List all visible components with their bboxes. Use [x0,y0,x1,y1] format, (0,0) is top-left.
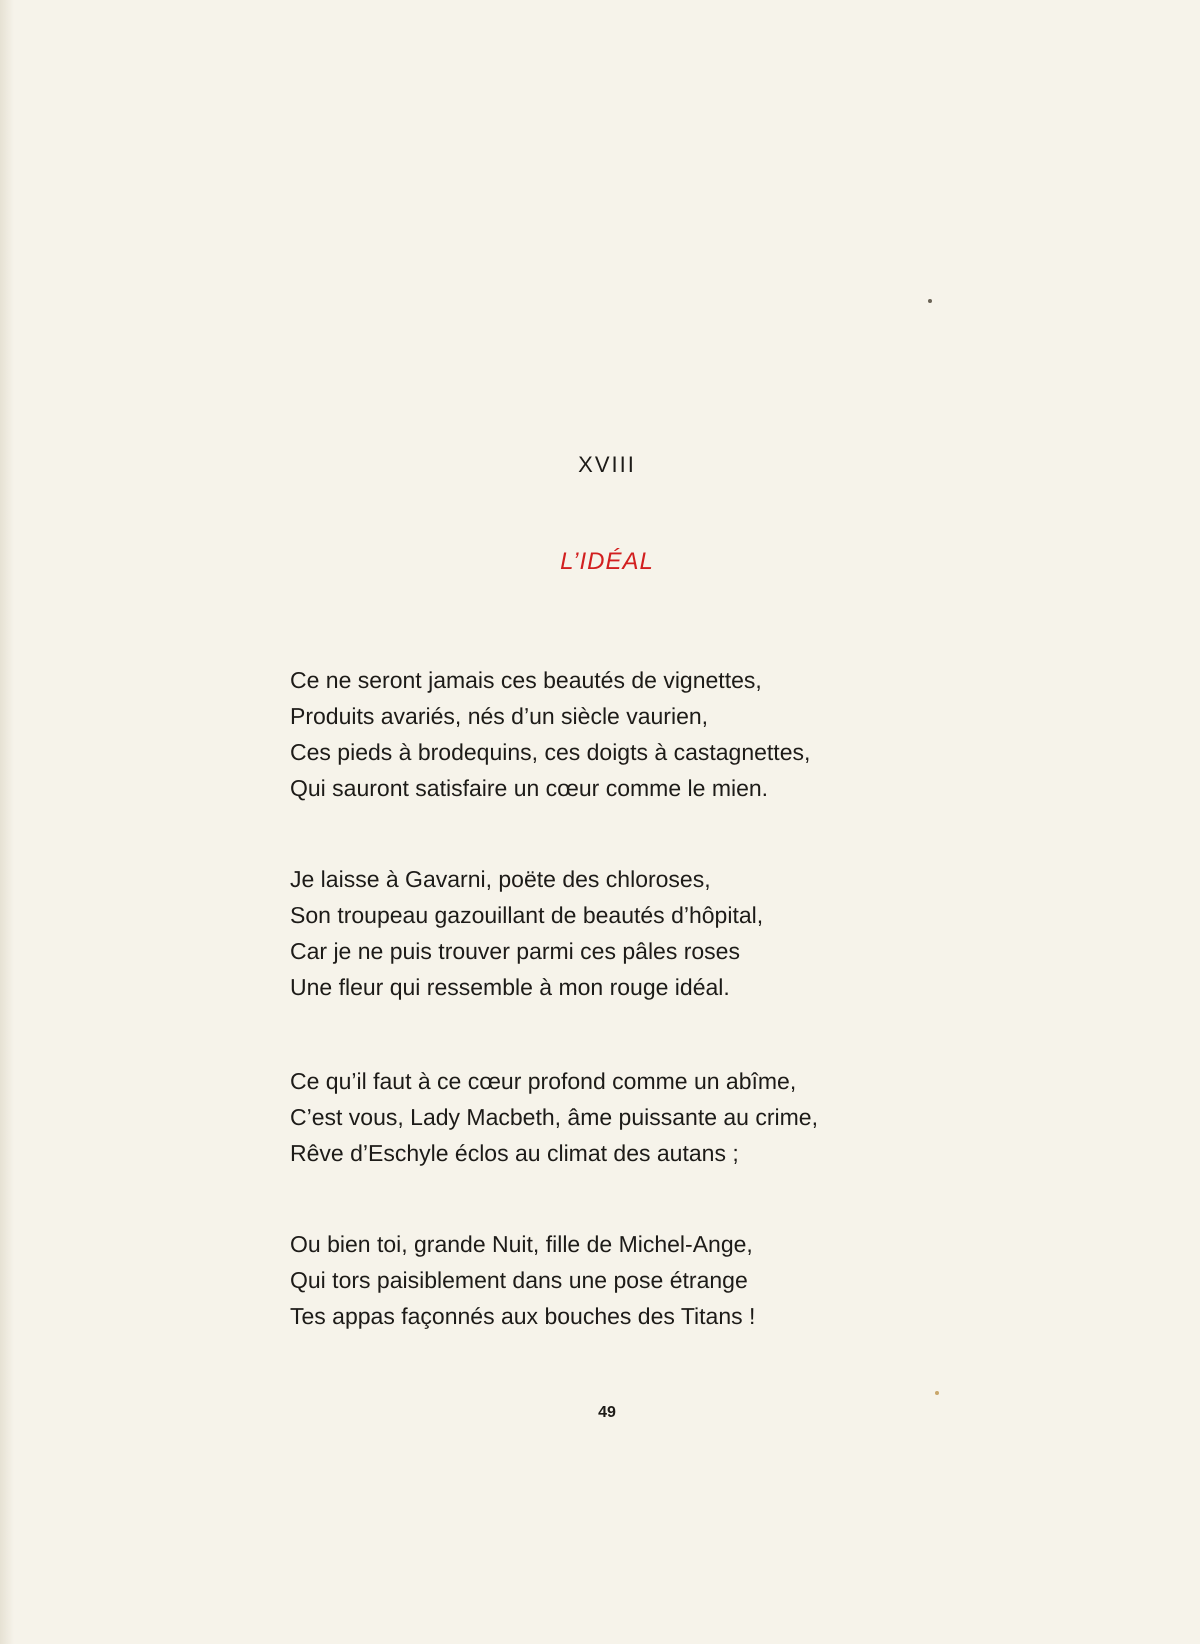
verse-line: Ce ne seront jamais ces beautés de vignettes, [290,667,762,693]
verse-line: Rêve d’Eschyle éclos au climat des autans ; [290,1140,739,1166]
verse-line: Son troupeau gazouillant de beautés d’hôpital, [290,902,764,928]
paper-speck [935,1391,939,1395]
stanza-2 [290,861,763,1005]
verse-line: Une fleur qui ressemble à mon rouge idéal. [290,974,730,1000]
verse-line: C’est vous, Lady Macbeth, âme puissante au crime, [290,1104,818,1130]
page-gutter-shadow [0,0,14,1644]
verse-line: Ou bien toi, grande Nuit, fille de Michel-Ange, [290,1231,753,1257]
page-number: 49 [598,1404,616,1421]
verse-line: Car je ne puis trouver parmi ces pâles roses [290,938,740,964]
poem-title: L’IDÉAL [560,548,654,575]
verse-line: Je laisse à Gavarni, poëte des chloroses, [290,866,711,892]
verse-line: Ces pieds à brodequins, ces doigts à castagnettes, [290,739,811,765]
chapter-number: XVIII [578,452,636,477]
stanza-4 [290,1226,755,1334]
verse-line: Qui sauront satisfaire un cœur comme le mien. [290,775,769,801]
stanza-1 [290,662,810,806]
stanza-3 [290,1063,818,1171]
paper-speck [928,299,932,303]
verse-line: Produits avariés, nés d’un siècle vaurien, [290,703,709,729]
verse-line: Ce qu’il faut à ce cœur profond comme un abîme, [290,1068,797,1094]
verse-line: Tes appas façonnés aux bouches des Titans ! [290,1303,756,1329]
verse-line: Qui tors paisiblement dans une pose étrange [290,1267,748,1293]
